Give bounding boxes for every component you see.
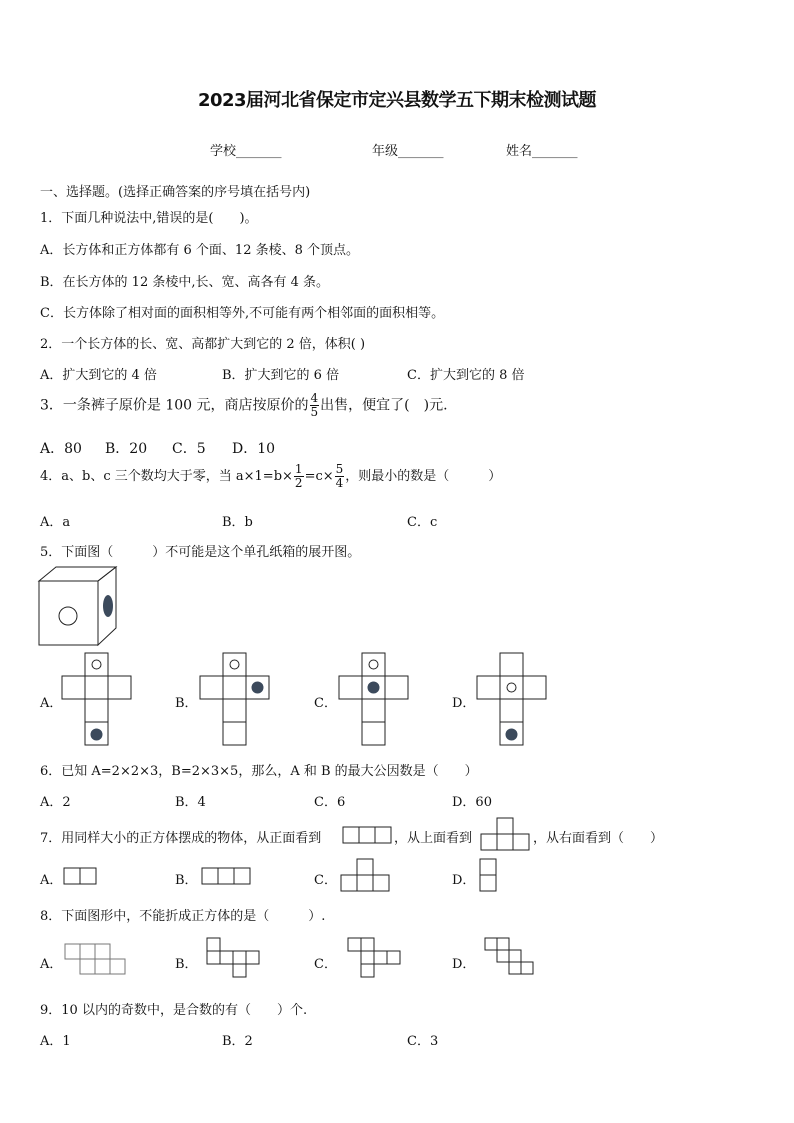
q2-stem: 2．一个长方体的长、宽、高都扩大到它的 2 倍，体积( ) xyxy=(40,337,366,352)
q8-stem: 8．下面图形中，不能折成正方体的是（ ）. xyxy=(40,909,326,924)
q5-option-c: C． xyxy=(314,696,337,711)
q4-fraction-1 xyxy=(294,463,304,490)
q4-option-a: A．a xyxy=(40,515,71,530)
q9-option-a: A．1 xyxy=(40,1034,71,1049)
cube-hole-front-icon xyxy=(59,607,77,625)
q6-stem: 6．已知 A=2×2×3，B=2×3×5，那么，A 和 B 的最大公因数是（ ） xyxy=(40,764,478,779)
hole-icon xyxy=(230,660,239,669)
filled-hole-icon xyxy=(506,729,518,741)
q7-stem-post: ，从右面看到（ ） xyxy=(533,831,664,846)
q4-fraction-2 xyxy=(335,463,345,490)
q7-option-a: A． xyxy=(40,873,63,888)
section-heading: 一、选择题。(选择正确答案的序号填在括号内) xyxy=(40,185,311,200)
q4-frac2-num: 5 xyxy=(335,462,344,476)
q3-stem-post: 出售，便宜了( )元. xyxy=(320,397,448,414)
q5-option-b: B． xyxy=(175,696,198,711)
filled-hole-icon xyxy=(91,729,103,741)
q6-option-a: A．2 xyxy=(40,795,71,810)
q7-stem-pre: 7．用同样大小的正方体摆成的物体，从正面看到 xyxy=(40,831,322,846)
q7-stem-mid: ，从上面看到 xyxy=(394,831,473,846)
q6-option-b: B．4 xyxy=(175,795,206,810)
q4-stem-pre: 4．a、b、c 三个数均大于零，当 a×1=b× xyxy=(40,469,293,484)
hole-icon xyxy=(92,660,101,669)
q9-option-b: B．2 xyxy=(222,1034,253,1049)
grade-field: 年级_______ xyxy=(372,144,444,159)
q7-option-c: C． xyxy=(314,873,337,888)
q5-stem: 5．下面图（ ）不可能是这个单孔纸箱的展开图。 xyxy=(40,545,361,560)
school-field: 学校_______ xyxy=(210,144,282,159)
q7-top-view xyxy=(480,817,534,855)
q7-option-d: D． xyxy=(452,873,476,888)
q8-net-d xyxy=(484,937,536,981)
q9-stem: 9．10 以内的奇数中，是合数的有（ ）个. xyxy=(40,1003,308,1018)
q3-fraction xyxy=(310,392,320,419)
q7-figure-a xyxy=(63,867,101,887)
q3-frac-den: 5 xyxy=(310,405,319,419)
q8-net-b xyxy=(206,937,264,981)
q5-option-a: A． xyxy=(40,696,63,711)
q8-option-d: D． xyxy=(452,957,476,972)
q3-option-a: A．80 xyxy=(40,441,82,457)
q8-net-a xyxy=(64,943,130,977)
q7-figure-d xyxy=(479,858,499,896)
q6-option-d: D．60 xyxy=(452,795,492,810)
q4-frac1-den: 2 xyxy=(294,476,303,490)
q9-option-c: C．3 xyxy=(407,1034,439,1049)
q8-option-a: A． xyxy=(40,957,63,972)
q3-stem xyxy=(40,392,448,419)
q7-figure-b xyxy=(201,867,255,887)
q4-stem-mid: =c× xyxy=(304,469,334,484)
q3-option-d: D．10 xyxy=(232,441,276,457)
q1-stem: 1．下面几种说法中,错误的是( )。 xyxy=(40,211,258,226)
q8-net-c xyxy=(347,937,405,981)
hole-icon xyxy=(507,683,516,692)
q7-front-view xyxy=(342,826,394,846)
q5-cube-figure xyxy=(38,566,120,648)
name-field: 姓名_______ xyxy=(506,144,578,159)
q8-option-c: C． xyxy=(314,957,337,972)
cube-top-face xyxy=(39,567,116,581)
q5-option-d: D． xyxy=(452,696,476,711)
q5-net-b xyxy=(200,652,272,748)
q3-option-c: C．5 xyxy=(172,441,206,457)
q4-frac1-num: 1 xyxy=(294,462,303,476)
q4-option-c: C．c xyxy=(407,515,438,530)
page-title: 2023届河北省保定市定兴县数学五下期末检测试题 xyxy=(197,90,597,111)
q3-frac-num: 4 xyxy=(310,391,319,405)
q1-option-b: B．在长方体的 12 条棱中,长、宽、高各有 4 条。 xyxy=(40,275,330,290)
q3-option-b: B．20 xyxy=(105,441,148,457)
q4-stem xyxy=(40,463,501,490)
q3-stem-pre: 3．一条裤子原价是 100 元，商店按原价的 xyxy=(40,397,309,414)
q6-option-c: C．6 xyxy=(314,795,346,810)
q5-net-c xyxy=(339,652,411,748)
q4-frac2-den: 4 xyxy=(335,476,344,490)
q8-option-b: B． xyxy=(175,957,198,972)
q7-figure-c xyxy=(340,858,394,896)
q1-option-c: C．长方体除了相对面的面积相等外,不可能有两个相邻面的面积相等。 xyxy=(40,306,445,321)
q2-option-c: C．扩大到它的 8 倍 xyxy=(407,368,525,383)
q1-option-a: A．长方体和正方体都有 6 个面、12 条棱、8 个顶点。 xyxy=(40,243,360,258)
filled-hole-icon xyxy=(368,682,380,694)
cube-hole-side-icon xyxy=(103,595,113,617)
filled-hole-icon xyxy=(252,682,264,694)
q2-option-a: A．扩大到它的 4 倍 xyxy=(40,368,157,383)
q4-option-b: B．b xyxy=(222,515,253,530)
hole-icon xyxy=(369,660,378,669)
q5-net-a xyxy=(62,652,134,748)
q5-net-d xyxy=(477,652,549,748)
q4-stem-post: ，则最小的数是（ ） xyxy=(345,469,502,484)
q2-option-b: B．扩大到它的 6 倍 xyxy=(222,368,340,383)
cube-front-face xyxy=(39,581,98,645)
q7-option-b: B． xyxy=(175,873,198,888)
